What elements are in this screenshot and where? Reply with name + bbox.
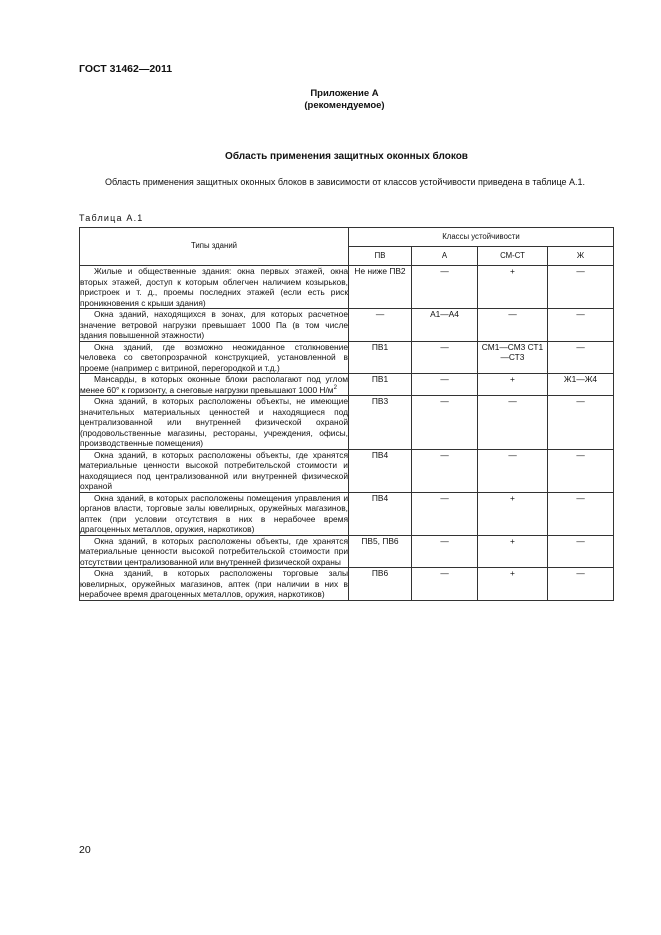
class-pv-cell-text: ПВ1 bbox=[371, 341, 389, 352]
page-number: 20 bbox=[79, 844, 91, 856]
building-type-cell bbox=[80, 309, 349, 342]
class-zh-cell bbox=[548, 396, 614, 450]
class-smst-cell bbox=[478, 309, 548, 342]
building-type-cell-text: Окна зданий, в которых расположены торговые залы ювелирных, оружейных магазинов, аптек (при наличии в них в нерабочее время драгоценных металлов, оружия, наркотиков) bbox=[80, 568, 348, 599]
class-smst-cell-text: + bbox=[510, 266, 515, 276]
table-row bbox=[80, 492, 614, 535]
class-a-cell bbox=[412, 568, 478, 601]
class-smst-cell-text: — bbox=[508, 396, 517, 406]
class-smst-cell bbox=[478, 341, 548, 374]
class-a-cell-text: — bbox=[440, 449, 449, 460]
header-class-smst: СМ-СТ bbox=[478, 247, 548, 266]
class-zh-cell-text: — bbox=[576, 535, 585, 546]
building-type-cell-text: Окна зданий, в которых расположены объекты, где хранятся материальные ценности высокой потребительской стоимости и находящиеся под централизованной или внутренней физической охраной bbox=[80, 449, 348, 491]
table-row bbox=[80, 568, 614, 601]
class-pv-cell bbox=[349, 374, 412, 396]
class-pv-cell-text: ПВ4 bbox=[371, 492, 389, 503]
class-a-cell-text: — bbox=[440, 535, 449, 546]
building-type-cell bbox=[80, 266, 349, 309]
resistance-classes-table bbox=[79, 227, 614, 601]
class-pv-cell bbox=[349, 449, 412, 492]
class-pv-cell-text: ПВ3 bbox=[371, 396, 389, 406]
class-a-cell bbox=[412, 396, 478, 450]
table-row bbox=[80, 374, 614, 396]
class-zh-cell bbox=[548, 535, 614, 568]
class-zh-cell-text: — bbox=[576, 266, 585, 276]
building-type-cell-text: Окна зданий, в которых расположены объекты, не имеющие значительных материальных ценностей и находящиеся под централизованной или внутренней физической охраной (продовольственные магазины, рестораны, учреждения, офисы, производственные помещения) bbox=[80, 396, 348, 448]
class-zh-cell bbox=[548, 492, 614, 535]
class-pv-cell bbox=[349, 396, 412, 450]
class-pv-cell bbox=[349, 309, 412, 342]
class-zh-cell bbox=[548, 266, 614, 309]
class-zh-cell-text: — bbox=[576, 396, 585, 406]
class-smst-cell-text: + bbox=[510, 535, 515, 546]
class-zh-cell bbox=[548, 568, 614, 601]
class-smst-cell-text: + bbox=[510, 492, 515, 503]
class-a-cell-text: — bbox=[440, 396, 449, 406]
class-a-cell bbox=[412, 449, 478, 492]
class-pv-cell bbox=[349, 266, 412, 309]
class-smst-cell bbox=[478, 449, 548, 492]
class-a-cell-text: — bbox=[440, 266, 449, 276]
building-type-cell bbox=[80, 374, 349, 396]
class-a-cell bbox=[412, 535, 478, 568]
class-pv-cell-text: ПВ1 bbox=[371, 374, 389, 384]
class-zh-cell bbox=[548, 449, 614, 492]
building-type-cell-text: Окна зданий, находящихся в зонах, для которых расчетное значение ветровой нагрузки превышает 1000 Па (в том числе здания повышенной этажности) bbox=[80, 309, 348, 340]
class-pv-cell-text: ПВ6 bbox=[371, 568, 389, 578]
building-type-cell-text: Окна зданий, где возможно неожиданное столкновение человека со светопрозрачной конструкцией, установленной в проеме (например с витриной, перегородкой и т.д.) bbox=[80, 341, 348, 373]
building-type-cell bbox=[80, 535, 349, 568]
appendix-heading bbox=[0, 88, 661, 112]
table-row bbox=[80, 309, 614, 342]
class-smst-cell-text: — bbox=[508, 309, 517, 319]
class-a-cell bbox=[412, 492, 478, 535]
class-smst-cell-text: — bbox=[508, 449, 517, 460]
class-zh-cell-text: — bbox=[576, 492, 585, 503]
class-pv-cell bbox=[349, 492, 412, 535]
class-pv-cell-text: — bbox=[375, 309, 385, 319]
class-a-cell-text: — bbox=[440, 341, 449, 352]
header-resistance-classes: Классы устойчивости bbox=[349, 228, 614, 247]
appendix-title: Приложение А bbox=[310, 88, 379, 99]
class-zh-cell-text: — bbox=[576, 309, 585, 319]
class-smst-cell-text: СМ1—СМ3 СТ1—СТ3 bbox=[481, 341, 544, 362]
building-type-cell-text: Мансарды, в которых оконные блоки располагают под углом менее 60° к горизонту, а снеговые нагрузки превышают 1000 Н/м bbox=[80, 374, 348, 395]
header-building-types: Типы зданий bbox=[80, 228, 349, 266]
class-zh-cell bbox=[548, 341, 614, 374]
table-row bbox=[80, 535, 614, 568]
class-a-cell-text: — bbox=[440, 374, 449, 384]
class-smst-cell bbox=[478, 374, 548, 396]
class-pv-cell bbox=[349, 341, 412, 374]
class-pv-cell bbox=[349, 535, 412, 568]
class-a-cell bbox=[412, 341, 478, 374]
class-pv-cell-text: Не ниже ПВ2 bbox=[354, 266, 406, 276]
unit-superscript: 2 bbox=[333, 384, 337, 391]
class-a-cell bbox=[412, 309, 478, 342]
class-pv-cell-text: ПВ5, ПВ6 bbox=[361, 535, 399, 546]
document-code: ГОСТ 31462—2011 bbox=[79, 63, 173, 75]
header-class-zh: Ж bbox=[548, 247, 614, 266]
section-title: Область применения защитных оконных блоков bbox=[225, 151, 468, 162]
class-smst-cell bbox=[478, 535, 548, 568]
building-type-cell bbox=[80, 341, 349, 374]
class-smst-cell bbox=[478, 568, 548, 601]
building-type-cell bbox=[80, 449, 349, 492]
table-row bbox=[80, 396, 614, 450]
building-type-cell-text: Жилые и общественные здания: окна первых этажей, окна вторых этажей, доступ к которым облегчен наличием козырьков, пристроек и т. д., проемы последних этажей (если есть риск проникновения с крыши здания) bbox=[80, 266, 348, 308]
class-a-cell-text: — bbox=[440, 492, 449, 503]
building-type-cell-text: Окна зданий, в которых расположены объекты, где хранятся материальные ценности высокой потребительской стоимости при отсутствии централизованной или внутренней физической охраны bbox=[80, 535, 348, 567]
class-zh-cell-text: — bbox=[576, 341, 585, 352]
class-zh-cell bbox=[548, 374, 614, 396]
class-smst-cell bbox=[478, 266, 548, 309]
class-pv-cell-text: ПВ4 bbox=[371, 449, 389, 460]
header-class-a: А bbox=[412, 247, 478, 266]
class-zh-cell-text: — bbox=[576, 449, 585, 460]
table-caption: Таблица А.1 bbox=[79, 213, 144, 223]
building-type-cell bbox=[80, 492, 349, 535]
class-pv-cell bbox=[349, 568, 412, 601]
intro-paragraph: Область применения защитных оконных блоков в зависимости от классов устойчивости приведена в таблице А.1. bbox=[105, 177, 586, 187]
building-type-cell-text: Окна зданий, в которых расположены помещения управления и органов власти, торговые залы ювелирных, оружейных магазинов, аптек (при условии отсутствия в них в нерабочее время драгоценных металлов, оружия, наркотиков) bbox=[80, 492, 348, 534]
table-row bbox=[80, 266, 614, 309]
class-zh-cell-text: — bbox=[576, 568, 585, 578]
class-a-cell-text: А1—А4 bbox=[430, 309, 459, 319]
building-type-cell bbox=[80, 568, 349, 601]
appendix-subtitle: (рекомендуемое) bbox=[304, 100, 385, 111]
table-row bbox=[80, 341, 614, 374]
class-smst-cell-text: + bbox=[510, 374, 515, 384]
class-a-cell-text: — bbox=[440, 568, 449, 578]
class-smst-cell-text: + bbox=[510, 568, 515, 578]
class-a-cell bbox=[412, 374, 478, 396]
building-type-cell bbox=[80, 396, 349, 450]
class-smst-cell bbox=[478, 396, 548, 450]
class-zh-cell-text: Ж1—Ж4 bbox=[563, 374, 598, 384]
class-zh-cell bbox=[548, 309, 614, 342]
class-smst-cell bbox=[478, 492, 548, 535]
class-a-cell bbox=[412, 266, 478, 309]
header-class-pv: ПВ bbox=[349, 247, 412, 266]
table-row bbox=[80, 449, 614, 492]
